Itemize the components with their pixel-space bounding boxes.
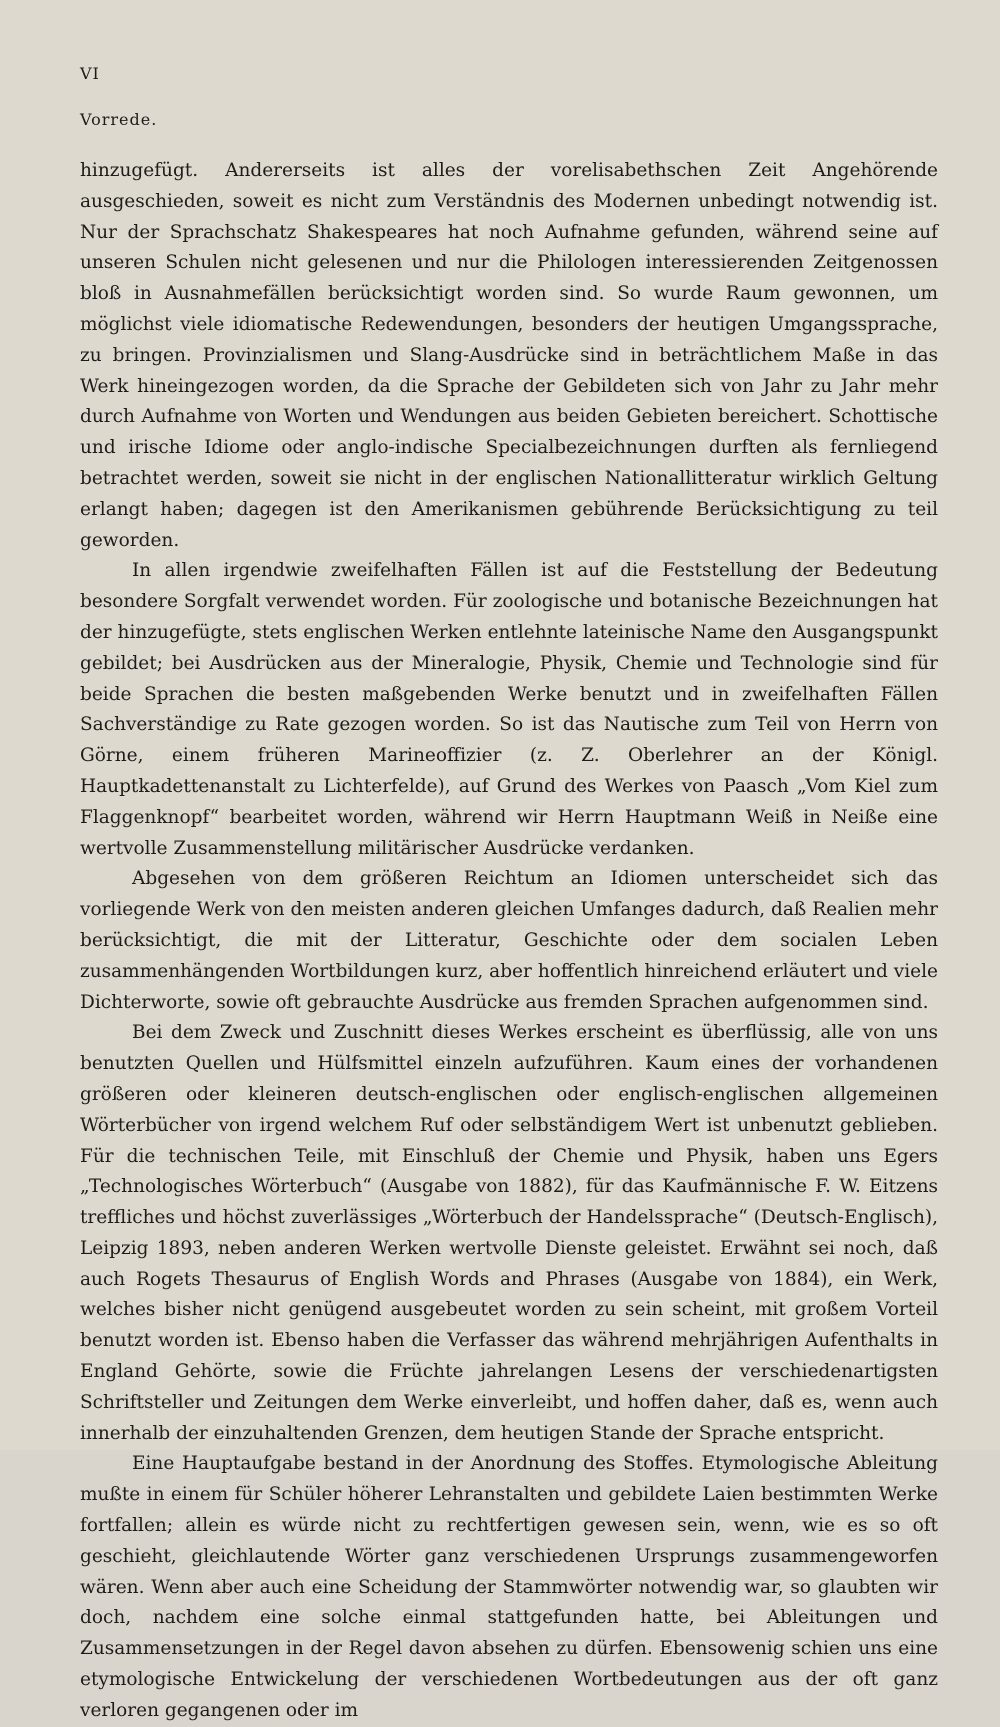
paragraph-1: hinzugefügt. Andererseits ist alles der vorelisabethschen Zeit Angehörende ausgeschieden, soweit es nicht zum Verständnis des Modernen unbedingt notwendig ist. Nur der Sprachschatz Shakespeares hat noch Aufnahme gefunden, während seine auf unseren Schulen nicht gelesenen und nur die Philologen interessierenden Zeitgenossen bloß in Ausnahmefällen berücksichtigt worden sind. So wurde Raum gewonnen, um möglichst viele idiomatische Redewendungen, besonders der heutigen Umgangssprache, zu bringen. Provinzialismen und Slang-Ausdrücke sind in beträchtlichem Maße in das Werk hineingezogen worden, da die Sprache der Gebildeten sich von Jahr zu Jahr mehr durch Aufnahme von Worten und Wendungen aus beiden Gebieten bereichert. Schottische und irische Idiome oder anglo-indische Specialbezeichnungen durften als fernliegend betrachtet werden, soweit sie nicht in der englischen Nationallitteratur wirklich Geltung erlangt haben; dagegen ist den Amerikanismen gebührende Berücksichtigung zu teil geworden. xyxy=(80,160,938,551)
paragraph-5: Eine Hauptaufgabe bestand in der Anordnung des Stoffes. Etymologische Ableitung mußte in einem für Schüler höherer Lehranstalten und gebildete Laien bestimmten Werke fortfallen; allein es würde nicht zu rechtfertigen gewesen sein, wenn, wie es so oft geschieht, gleichlautende Wörter ganz verschiedenen Ursprungs zusammengeworfen wären. Wenn aber auch eine Scheidung der Stammwörter notwendig war, so glaubten wir doch, nachdem eine solche einmal stattgefunden hatte, bei Ableitungen und Zusammensetzungen in der Regel davon absehen zu dürfen. Ebensowenig schien uns eine etymologische Entwickelung der verschiedenen Wortbedeutungen aus der oft ganz verloren gegangenen oder im xyxy=(80,1453,938,1721)
running-title: Vorrede. xyxy=(80,110,158,129)
running-head xyxy=(80,64,938,92)
body-text xyxy=(80,156,938,1727)
paragraph-2: In allen irgendwie zweifelhaften Fällen ist auf die Feststellung der Bedeutung besondere Sorgfalt verwendet worden. Für zoologische und botanische Bezeichnungen hat der hinzugefügte, stets englischen Werken entlehnte lateinische Name den Ausgangspunkt gebildet; bei Ausdrücken aus der Mineralogie, Physik, Chemie und Technologie sind für beide Sprachen die besten maßgebenden Werke benutzt und in zweifelhaften Fällen Sachverständige zu Rate gezogen worden. So ist das Nautische zum Teil von Herrn von Görne, einem früheren Marineoffizier (z. Z. Oberlehrer an der Königl. Hauptkadettenanstalt zu Lichterfelde), auf Grund des Werkes von Paasch „Vom Kiel zum Flaggenknopf“ bearbeitet worden, während wir Herrn Hauptmann Weiß in Neiße eine wertvolle Zusammenstellung militärischer Ausdrücke verdanken. xyxy=(80,560,938,859)
paragraph-3: Abgesehen von dem größeren Reichtum an Idiomen unterscheidet sich das vorliegende Werk von den meisten anderen gleichen Umfanges dadurch, daß Realien mehr berücksichtigt, die mit der Litteratur, Geschichte oder dem socialen Leben zusammenhängenden Wortbildungen kurz, aber hoffentlich hinreichend erläutert und viele Dichterworte, sowie oft gebrauchte Ausdrücke aus fremden Sprachen aufgenommen sind. xyxy=(80,868,938,1013)
paragraph-4: Bei dem Zweck und Zuschnitt dieses Werkes erscheint es überflüssig, alle von uns benutzten Quellen und Hülfsmittel einzeln aufzuführen. Kaum eines der vorhandenen größeren oder kleineren deutsch-englischen oder englisch-englischen allgemeinen Wörterbücher von irgend welchem Ruf oder selbständigem Wert ist unbenutzt geblieben. Für die technischen Teile, mit Einschluß der Chemie und Physik, haben uns Egers „Technologisches Wörterbuch“ (Ausgabe von 1882), für das Kaufmännische F. W. Eitzens treffliches und höchst zuverlässiges „Wörterbuch der Handelssprache“ (Deutsch-Englisch), Leipzig 1893, neben anderen Werken wertvolle Dienste geleistet. Erwähnt sei noch, daß auch Rogets Thesaurus of English Words and Phrases (Ausgabe von 1884), ein Werk, welches bisher nicht genügend ausgebeutet worden zu sein scheint, mit großem Vorteil benutzt worden ist. Ebenso haben die Verfasser das während mehrjährigen Aufenthalts in England Gehörte, sowie die Früchte jahrelangen Lesens der verschiedenartigsten Schriftsteller und Zeitungen dem Werke einverleibt, und hoffen daher, daß es, wenn auch innerhalb der einzuhaltenden Grenzen, dem heutigen Stande der Sprache entspricht. xyxy=(80,1022,938,1444)
page-number: VI xyxy=(80,64,100,83)
